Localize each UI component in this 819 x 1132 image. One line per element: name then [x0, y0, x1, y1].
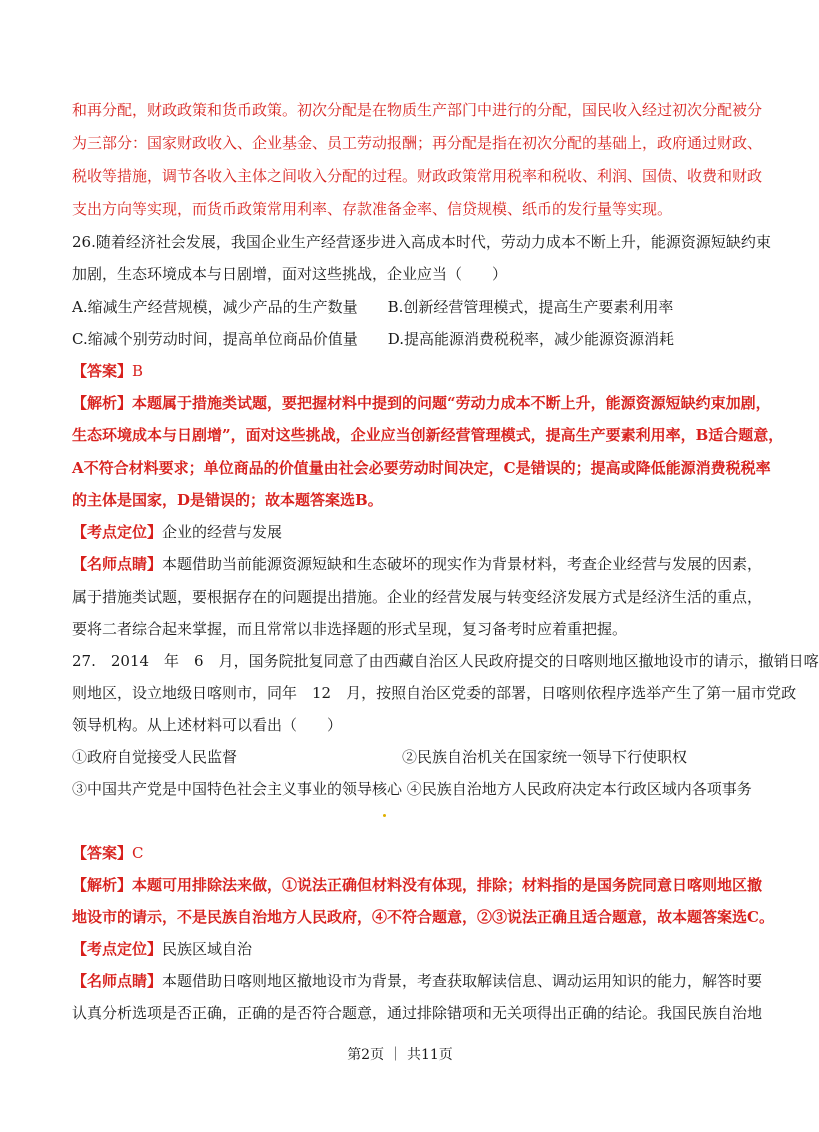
- q27-point: [72, 939, 732, 959]
- tips-text: 本题借助当前能源资源短缺和生态破坏的现实作为背景材料，考查企业经营与发展的因素，: [162, 555, 763, 573]
- intro-line: 和再分配，财政政策和货币政策。初次分配是在物质生产部门中进行的分配，国民收入经过初次分配被分: [72, 101, 763, 119]
- answer-value: B: [132, 362, 144, 380]
- q27-stem: 则地区，设立地级日喀则市，同年 12 月，按照自治区党委的部署，日喀则依程序选举产生了第一届市党政: [72, 684, 797, 702]
- q27-stem: 领导机构。从上述材料可以看出（ ）: [72, 716, 343, 734]
- point-text: 企业的经营与发展: [162, 523, 283, 541]
- q26-stem: 26.随着经济社会发展，我国企业生产经营逐步进入高成本时代，劳动力成本不断上升，能源资源短缺约束: [72, 233, 771, 251]
- q26-answer: [72, 361, 732, 381]
- q26-analysis-line: A不符合材料要求；单位商品的价值量由社会必要劳动时间决定，C是错误的；提高或降低能源消费税税率: [72, 459, 771, 477]
- q26-option: C.缩减个别劳动时间，提高单位商品价值量 D.提高能源消费税税率，减少能源资源消耗: [72, 330, 674, 348]
- q26-analysis: [72, 393, 771, 413]
- page-footer: 第2页 ｜ 共11页: [347, 1047, 453, 1063]
- tips-text: 本题借助日喀则地区撤地设市为背景，考查获取解读信息、调动运用知识的能力，解答时要: [162, 972, 763, 990]
- q27-tips-line: 认真分析选项是否正确，正确的是否符合题意，通过排除错项和无关项得出正确的结论。我国民族自治地: [72, 1004, 763, 1022]
- q27-analysis-line: 地设市的请示，不是民族自治地方人民政府，④不符合题意，②③说法正确且适合题意，故本题答案选C。: [72, 908, 774, 926]
- tips-tag: 【名师点睛】: [72, 555, 163, 573]
- analysis-text: 本题属于措施类试题，要把握材料中提到的问题“劳动力成本不断上升，能源资源短缺约束加剧，: [132, 394, 771, 412]
- analysis-text: 本题可用排除法来做，①说法正确但材料没有体现，排除；材料指的是国务院同意日喀则地区撤: [132, 876, 763, 894]
- q26-stem: 加剧，生态环境成本与日剧增，面对这些挑战，企业应当（ ）: [72, 265, 508, 283]
- q27-statement: ③中国共产党是中国特色社会主义事业的领导核心 ④民族自治地方人民政府决定本行政区域内各项事务: [72, 780, 752, 798]
- intro-line: 税收等措施，调节各收入主体之间收入分配的过程。财政政策常用税率和税收、利润、国债、收费和财政: [72, 167, 763, 185]
- q27-analysis: [72, 875, 763, 895]
- answer-value: C: [132, 844, 144, 862]
- analysis-tag: 【解析】: [72, 394, 133, 412]
- answer-tag: 【答案】: [72, 362, 133, 380]
- q27-statement: ①政府自觉接受人民监督 ②民族自治机关在国家统一领导下行使职权: [72, 748, 688, 766]
- point-text: 民族区域自治: [162, 940, 253, 958]
- q26-point: [72, 522, 732, 542]
- analysis-tag: 【解析】: [72, 876, 133, 894]
- point-tag: 【考点定位】: [72, 523, 163, 541]
- q27-tips: [72, 971, 763, 991]
- stray-dot: [383, 814, 386, 817]
- q26-tips-line: 要将二者综合起来掌握，而且常常以非选择题的形式呈现，复习备考时应着重把握。: [72, 620, 628, 638]
- tips-tag: 【名师点睛】: [72, 972, 163, 990]
- q26-tips: [72, 554, 763, 574]
- intro-line: 支出方向等实现，而货币政策常用利率、存款准备金率、信贷规模、纸币的发行量等实现。: [72, 200, 673, 218]
- intro-line: 为三部分：国家财政收入、企业基金、员工劳动报酬；再分配是指在初次分配的基础上，政府通过财政、: [72, 134, 763, 152]
- q26-option: A.缩减生产经营规模，减少产品的生产数量 B.创新经营管理模式，提高生产要素利用率: [72, 298, 674, 316]
- q27-stem: 27. 2014 年 6 月，国务院批复同意了由西藏自治区人民政府提交的日喀则地区撤地设市的请示，撤销日喀: [72, 652, 819, 670]
- point-tag: 【考点定位】: [72, 940, 163, 958]
- q26-tips-line: 属于措施类试题，要根据存在的问题提出措施。企业的经营发展与转变经济发展方式是经济生活的重点，: [72, 588, 763, 606]
- answer-tag: 【答案】: [72, 844, 133, 862]
- q26-analysis-line: 的主体是国家，D是错误的；故本题答案选B。: [72, 491, 383, 509]
- q26-analysis-line: 生态环境成本与日剧增”，面对这些挑战，企业应当创新经营管理模式，提高生产要素利用率，B适合题意，: [72, 426, 784, 444]
- q27-answer: [72, 843, 732, 863]
